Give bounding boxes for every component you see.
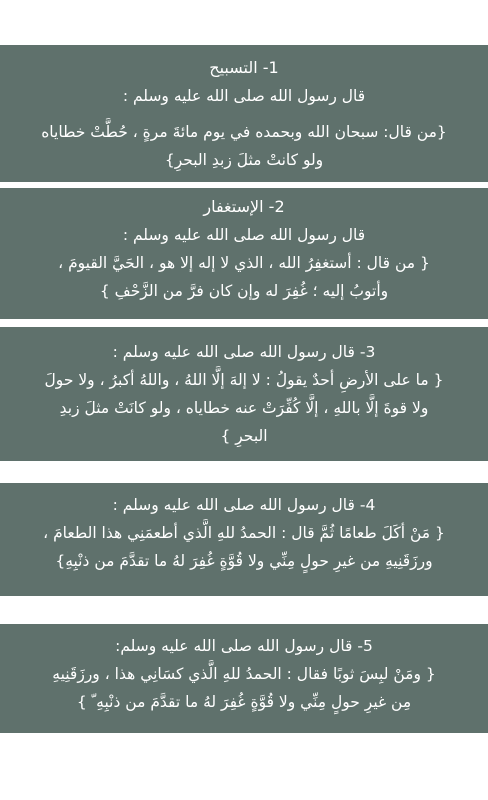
- hadith-attribution: قال رسول الله صلى الله عليه وسلم :: [122, 226, 366, 244]
- hadith-text-line: مِن غيرِ حولٍ مِنِّي ولا قُوَّةٍ غُفِرَ لهُ ما تقدَّمَ من ذنْبِهِ ّ }: [76, 693, 412, 711]
- hadith-text-line: {من قال: سبحان الله وبحمده في يوم مائةَ مرةٍ ، حُطَّتْ خطاياه: [41, 123, 447, 141]
- hadith-text-line: وأتوبُ إليه ؛ غُفِرَ له وإن كان فرَّ من الزَّحْفِ }: [99, 282, 389, 300]
- hadith-attribution: 5- قال رسول الله صلى الله عليه وسلم:: [115, 637, 373, 655]
- hadith-attribution: 3- قال رسول الله صلى الله عليه وسلم :: [112, 343, 376, 361]
- dhikr-card-tahlil: [0, 327, 488, 461]
- hadith-text-line: { مَنْ أكَلَ طعامًا ثُمَّ قال : الحمدُ للهِ الَّذي أطعمَنِي هذا الطعامَ ،: [43, 524, 445, 542]
- dhikr-card-after-eating: [0, 483, 488, 596]
- dhikr-card-new-clothes: [0, 624, 488, 733]
- hadith-text-line: { ما على الأرضِ أحدٌ يقولُ : لا إلهَ إلَّا اللهُ ، واللهُ أكبرُ ، ولا حولَ: [44, 371, 444, 389]
- card-heading: 1- التسبيح: [209, 58, 279, 77]
- hadith-text-line: البحرِ }: [220, 427, 268, 445]
- hadith-text-line: ولا قوةَ إلَّا باللهِ ، إلَّا كُفِّرَتْ عنه خطاياه ، ولو كانَتْ مثلَ زبدِ: [59, 399, 429, 417]
- hadith-text-line: ولو كانتْ مثلَ زبدِ البحرِ}: [164, 151, 324, 169]
- hadith-text-line: { من قال : أستغفِرُ الله ، الذي لا إله إلا هو ، الحَيَّ القيومَ ،: [58, 254, 430, 272]
- hadith-text-line: ورزَقَنِيهِ من غيرِ حولٍ مِنِّي ولا قُوَّةٍ غُفِرَ لهُ ما تقدَّمَ من ذنْبِهِ}: [55, 552, 433, 570]
- dhikr-card-tasbih: [0, 45, 488, 182]
- card-heading: 2- الإستغفار: [203, 197, 285, 216]
- hadith-text-line: { ومَنْ لبِسَ ثوبًا فقال : الحمدُ للهِ الَّذي كسَانِي هذا ، ورزَقَنِيهِ: [52, 665, 436, 683]
- hadith-attribution: قال رسول الله صلى الله عليه وسلم :: [122, 87, 366, 105]
- dhikr-card-istighfar: [0, 188, 488, 319]
- hadith-attribution: 4- قال رسول الله صلى الله عليه وسلم :: [112, 496, 376, 514]
